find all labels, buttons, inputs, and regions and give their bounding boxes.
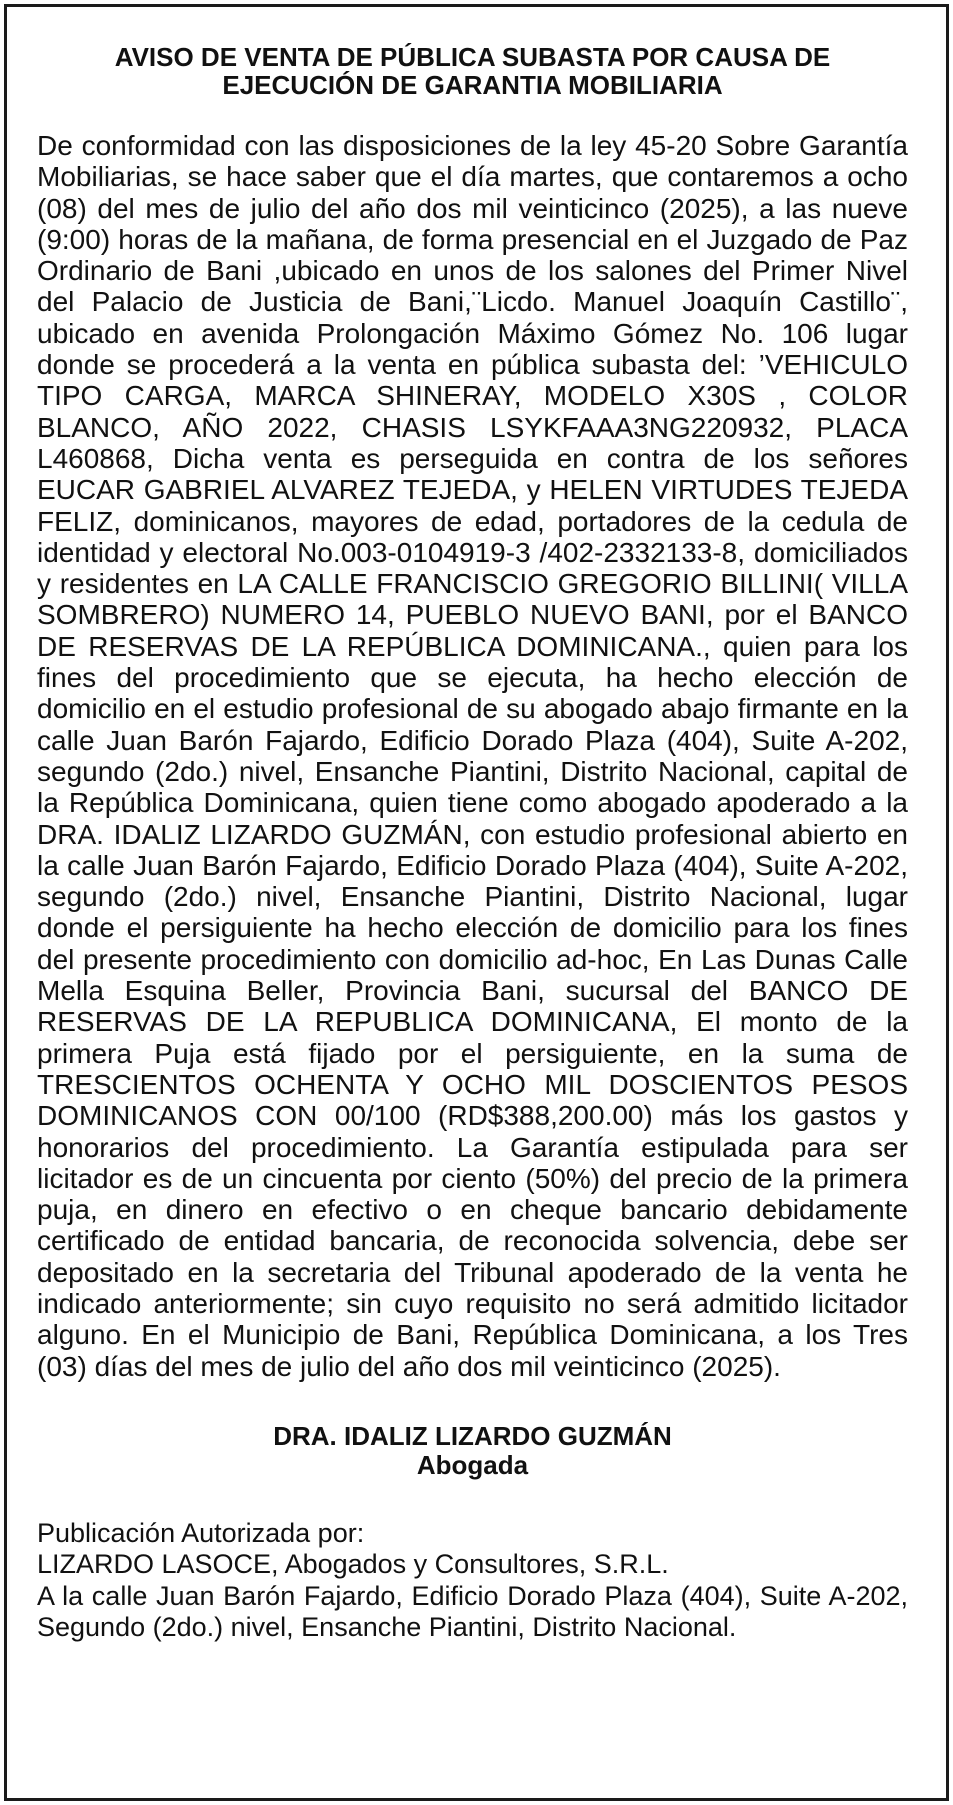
notice-title: [37, 43, 908, 99]
signature-block: [37, 1422, 908, 1480]
publication-address: A la calle Juan Barón Fajardo, Edificio Dorado Plaza (404), Suite A-202, Segundo (2do.) nivel, Ensanche Piantini, Distrito Nacional.: [37, 1580, 908, 1643]
publication-label: Publicación Autorizada por:: [37, 1517, 365, 1548]
publication-firm: LIZARDO LASOCE, Abogados y Consultores, S.R.L.: [37, 1549, 669, 1580]
notice-body: De conformidad con las disposiciones de la ley 45-20 Sobre Garantía Mobiliarias, se hace saber que el día martes, que contaremos a ocho (08) del mes de julio del año dos mil veinticinco (2025), a las nueve (9:00) horas de la mañana, de forma presencial en el Juzgado de Paz Ordinario de Bani ,ubicado en unos de los salones del Primer Nivel del Palacio de Justicia de Bani,¨Licdo. Manuel Joaquín Castillo¨, ubicado en avenida Prolongación Máximo Gómez No. 106 lugar donde se procederá a la venta en pública subasta del: ’VEHICULO TIPO CARGA, MARCA SHINERAY, MODELO X30S , COLOR BLANCO, AÑO 2022, CHASIS LSYKFAAA3NG220932, PLACA L460868, Dicha venta es perseguida en contra de los señores EUCAR GABRIEL ALVAREZ TEJEDA, y HELEN VIRTUDES TEJEDA FELIZ, dominicanos, mayores de edad, portadores de la cedula de identidad y electoral No.003-0104919-3 /402-2332133-8, domiciliados y residentes en LA CALLE FRANCISCIO GREGORIO BILLINI( VILLA SOMBRERO) NUMERO 14, PUEBLO NUEVO BANI, por el BANCO DE RESERVAS DE LA REPÚBLICA DOMINICANA., quien para los fines del procedimiento que se ejecuta, ha hecho elección de domicilio en el estudio profesional de su abogado abajo firmante en la calle Juan Barón Fajardo, Edificio Dorado Plaza (404), Suite A-202, segundo (2do.) nivel, Ensanche Piantini, Distrito Nacional, capital de la República Dominicana, quien tiene como abogado apoderado a la DRA. IDALIZ LIZARDO GUZMÁN, con estudio profesional abierto en la calle Juan Barón Fajardo, Edificio Dorado Plaza (404), Suite A-202, segundo (2do.) nivel, Ensanche Piantini, Distrito Nacional, lugar donde el persiguiente ha hecho elección de domicilio para los fines del presente procedimiento con domicilio ad-hoc, En Las Dunas Calle Mella Esquina Beller, Provincia Bani, sucursal del BANCO DE RESERVAS DE LA REPUBLICA DOMINICANA, El monto de la primera Puja está fijado por el persiguiente, en la suma de TRESCIENTOS OCHENTA Y OCHO MIL DOSCIENTOS PESOS DOMINICANOS CON 00/100 (RD$388,200.00) más los gastos y honorarios del procedimiento. La Garantía estipulada para ser licitador es de un cincuenta por ciento (50%) del precio de la primera puja, en dinero en efectivo o en cheque bancario debidamente certificado de entidad bancaria, de reconocida solvencia, debe ser depositado en la secretaria del Tribunal apoderado de la venta he indicado anteriormente; sin cuyo requisito no será admitido licitador alguno. En el Municipio de Bani, República Dominicana, a los Tres (03) días del mes de julio del año dos mil veinticinco (2025).: [37, 130, 908, 1382]
signatory-role: Abogada: [416, 1449, 529, 1480]
legal-notice: [4, 4, 949, 1801]
publication-block: [37, 1518, 908, 1644]
notice-title-line-2: EJECUCIÓN DE GARANTIA MOBILIARIA: [222, 70, 723, 100]
signatory-name: DRA. IDALIZ LIZARDO GUZMÁN: [273, 1420, 672, 1451]
notice-title-line-1: AVISO DE VENTA DE PÚBLICA SUBASTA POR CAUSA DE: [114, 42, 831, 72]
